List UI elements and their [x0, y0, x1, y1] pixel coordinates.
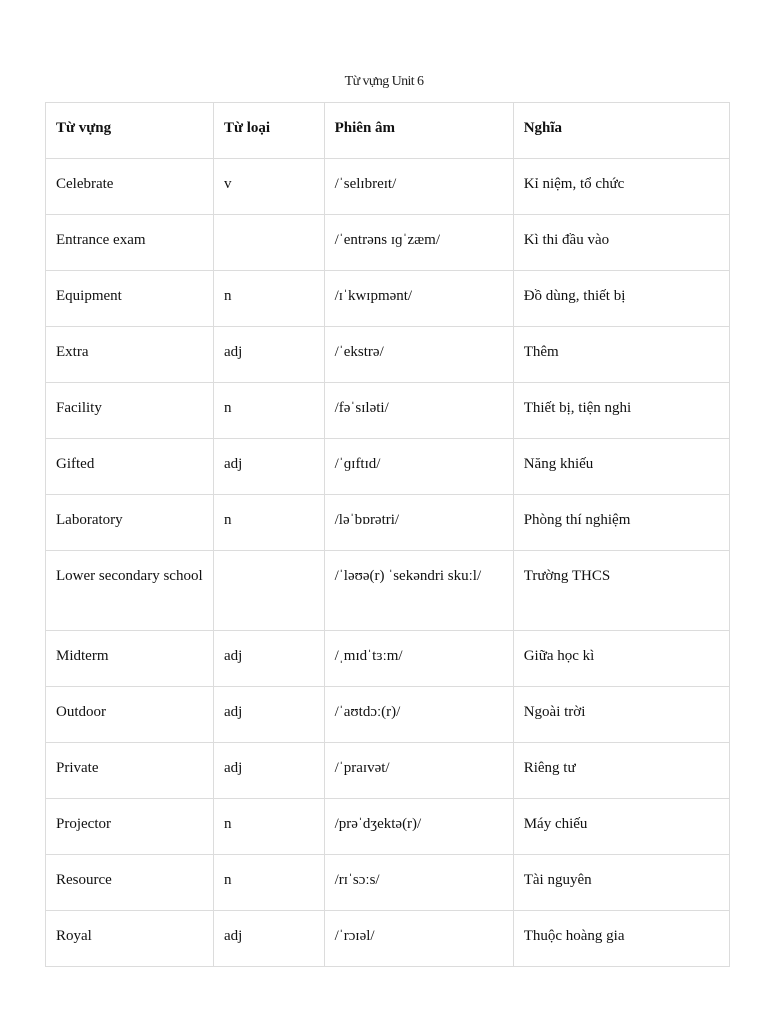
header-part-of-speech: Từ loại	[213, 103, 324, 159]
cell-meaning: Máy chiếu	[513, 799, 729, 855]
table-row	[46, 687, 730, 743]
header-meaning: Nghĩa	[513, 103, 729, 159]
cell-pronunciation: /ɪˈkwɪpmənt/	[324, 271, 513, 327]
header-pronunciation: Phiên âm	[324, 103, 513, 159]
table-row	[46, 159, 730, 215]
cell-pronunciation: /ləˈbɒrətri/	[324, 495, 513, 551]
cell-meaning: Phòng thí nghiệm	[513, 495, 729, 551]
header-word: Từ vựng	[46, 103, 214, 159]
table-row	[46, 631, 730, 687]
cell-meaning: Riêng tư	[513, 743, 729, 799]
cell-word: Gifted	[46, 439, 214, 495]
cell-pronunciation: /prəˈdʒektə(r)/	[324, 799, 513, 855]
cell-word: Royal	[46, 911, 214, 967]
cell-word: Private	[46, 743, 214, 799]
cell-word: Outdoor	[46, 687, 214, 743]
cell-word: Projector	[46, 799, 214, 855]
cell-word: Facility	[46, 383, 214, 439]
cell-meaning: Giữa học kì	[513, 631, 729, 687]
cell-meaning: Tài nguyên	[513, 855, 729, 911]
table-row	[46, 551, 730, 631]
cell-meaning: Đồ dùng, thiết bị	[513, 271, 729, 327]
cell-pronunciation: /ˈentrəns ɪɡˈzæm/	[324, 215, 513, 271]
cell-part-of-speech: v	[213, 159, 324, 215]
cell-meaning: Ngoài trời	[513, 687, 729, 743]
cell-meaning: Kỉ niệm, tổ chức	[513, 159, 729, 215]
cell-pronunciation: /ˈekstrə/	[324, 327, 513, 383]
table-row	[46, 743, 730, 799]
table-row	[46, 327, 730, 383]
cell-part-of-speech: n	[213, 271, 324, 327]
table-row	[46, 439, 730, 495]
cell-part-of-speech: adj	[213, 911, 324, 967]
document-title: Từ vựng Unit 6	[344, 74, 424, 89]
cell-pronunciation: /ˈpraɪvət/	[324, 743, 513, 799]
table-row	[46, 799, 730, 855]
cell-pronunciation: /ˈɡɪftɪd/	[324, 439, 513, 495]
cell-pronunciation: /rɪˈsɔːs/	[324, 855, 513, 911]
cell-word: Midterm	[46, 631, 214, 687]
cell-word: Celebrate	[46, 159, 214, 215]
cell-part-of-speech: n	[213, 495, 324, 551]
cell-word: Laboratory	[46, 495, 214, 551]
vocabulary-table	[45, 102, 730, 967]
cell-meaning: Kì thi đầu vào	[513, 215, 729, 271]
cell-part-of-speech: adj	[213, 439, 324, 495]
cell-pronunciation: /fəˈsɪləti/	[324, 383, 513, 439]
cell-part-of-speech: n	[213, 383, 324, 439]
table-row	[46, 215, 730, 271]
cell-part-of-speech	[213, 551, 324, 631]
cell-part-of-speech: adj	[213, 687, 324, 743]
cell-word: Lower secondary school	[46, 551, 214, 631]
cell-word: Equipment	[46, 271, 214, 327]
cell-pronunciation: /ˌmɪdˈtɜːm/	[324, 631, 513, 687]
table-row	[46, 911, 730, 967]
cell-meaning: Thiết bị, tiện nghi	[513, 383, 729, 439]
cell-part-of-speech	[213, 215, 324, 271]
cell-meaning: Thêm	[513, 327, 729, 383]
cell-part-of-speech: adj	[213, 743, 324, 799]
cell-part-of-speech: n	[213, 799, 324, 855]
cell-pronunciation: /ˈaʊtdɔː(r)/	[324, 687, 513, 743]
cell-word: Resource	[46, 855, 214, 911]
table-row	[46, 383, 730, 439]
cell-pronunciation: /ˈləʊə(r) ˈsekəndri skuːl/	[324, 551, 513, 631]
table-row	[46, 495, 730, 551]
cell-part-of-speech: adj	[213, 631, 324, 687]
cell-word: Entrance exam	[46, 215, 214, 271]
table-row	[46, 855, 730, 911]
cell-meaning: Thuộc hoàng gia	[513, 911, 729, 967]
cell-meaning: Năng khiếu	[513, 439, 729, 495]
cell-part-of-speech: n	[213, 855, 324, 911]
cell-part-of-speech: adj	[213, 327, 324, 383]
table-header-row	[46, 103, 730, 159]
cell-pronunciation: /ˈselɪbreɪt/	[324, 159, 513, 215]
cell-pronunciation: /ˈrɔɪəl/	[324, 911, 513, 967]
cell-meaning: Trường THCS	[513, 551, 729, 631]
table-row	[46, 271, 730, 327]
cell-word: Extra	[46, 327, 214, 383]
